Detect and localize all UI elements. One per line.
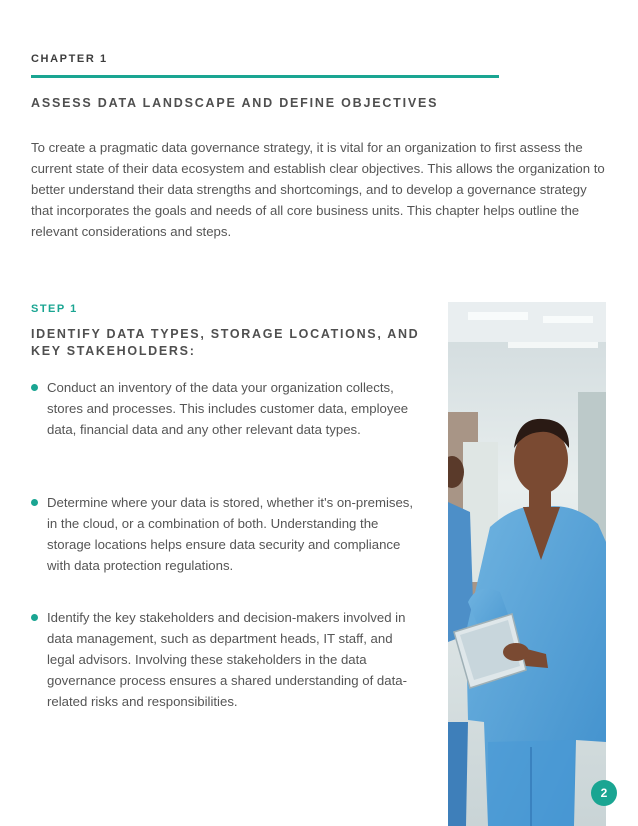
bullet-text: Identify the key stakeholders and decision-makers involved in data management, such as department heads, IT staff, and legal advisors. Involving these stakeholders in the data governance process ensures a shared understanding of data-related risks and responsibilities. — [47, 610, 407, 709]
bullet-dot-icon — [31, 384, 38, 391]
bullet-text: Determine where your data is stored, whether it's on-premises, in the cloud, or a combination of both. Understanding the storage locations helps ensure data security and compliance with data protection regulations. — [47, 495, 414, 573]
bullet-item — [31, 492, 421, 576]
healthcare-worker-photo — [448, 302, 606, 826]
page-number-badge: 2 — [591, 780, 617, 806]
bullet-item — [31, 377, 421, 440]
bullet-text: Conduct an inventory of the data your organization collects, stores and processes. This includes customer data, employee data, financial data and any other relevant data types. — [47, 380, 409, 437]
step-label: STEP 1 — [31, 303, 78, 315]
chapter-label: CHAPTER 1 — [31, 53, 108, 65]
chapter-divider — [31, 75, 499, 78]
bullet-item — [31, 607, 421, 712]
step-title: IDENTIFY DATA TYPES, STORAGE LOCATIONS, AND KEY STAKEHOLDERS: — [31, 327, 420, 358]
bullet-dot-icon — [31, 614, 38, 621]
chapter-title: ASSESS DATA LANDSCAPE AND DEFINE OBJECTIVES — [31, 96, 439, 110]
bullet-dot-icon — [31, 499, 38, 506]
chapter-intro-paragraph: To create a pragmatic data governance strategy, it is vital for an organization to first assess the current state of their data ecosystem and establish clear objectives. This allows the organization to better understand their data strengths and shortcomings, and to develop a governance strategy that incorporates the goals and needs of all core business units. This chapter helps outline the relevant considerations and steps. — [31, 140, 605, 239]
